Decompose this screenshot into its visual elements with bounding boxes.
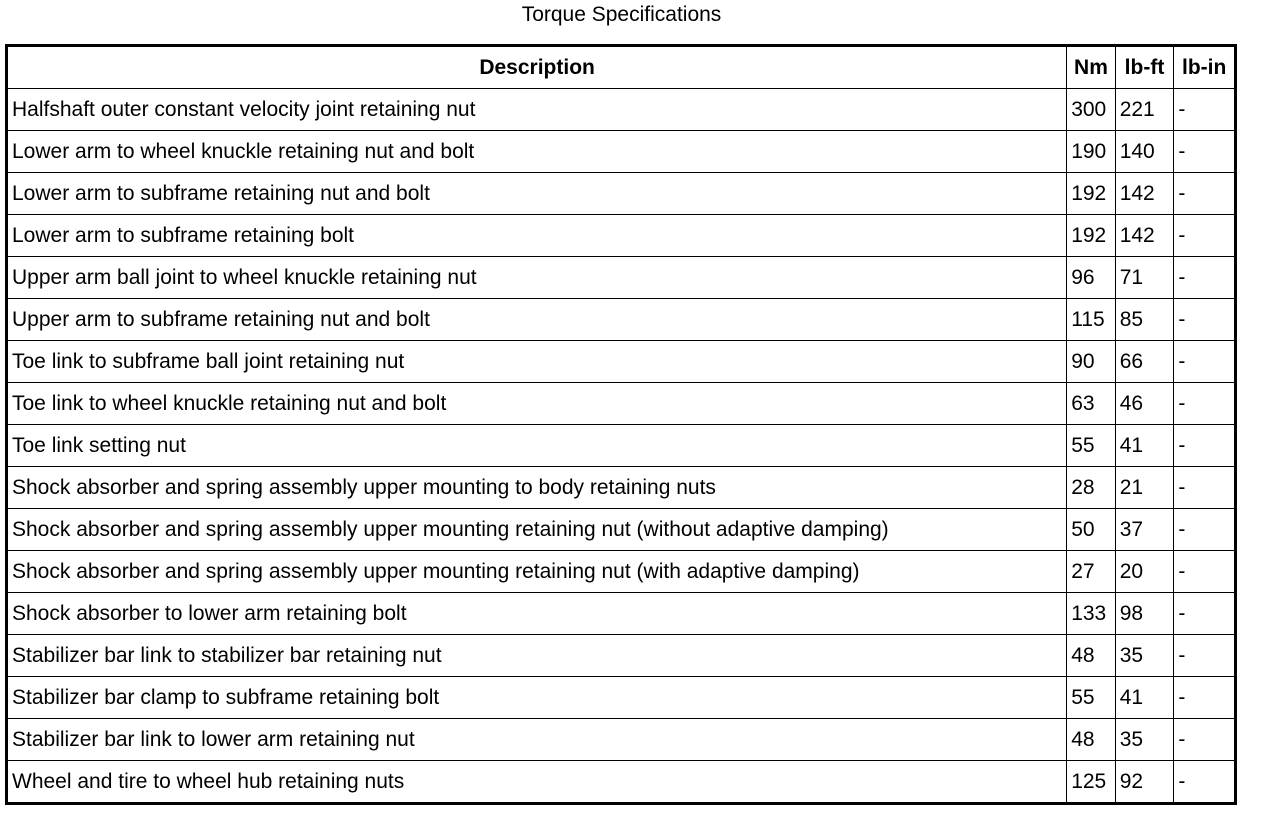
cell-description: Stabilizer bar link to lower arm retaining nut — [7, 719, 1067, 761]
cell-nm: 48 — [1067, 719, 1116, 761]
cell-lbft: 221 — [1115, 89, 1174, 131]
header-description: Description — [7, 46, 1067, 89]
cell-lbin: - — [1174, 425, 1236, 467]
cell-lbft: 41 — [1115, 677, 1174, 719]
page-title: Torque Specifications — [521, 3, 722, 26]
table-row — [7, 635, 1236, 677]
cell-lbin: - — [1174, 551, 1236, 593]
table-row — [7, 341, 1236, 383]
cell-nm: 55 — [1067, 677, 1116, 719]
table-row — [7, 467, 1236, 509]
cell-nm: 133 — [1067, 593, 1116, 635]
cell-description: Shock absorber to lower arm retaining bolt — [7, 593, 1067, 635]
cell-lbin: - — [1174, 509, 1236, 551]
cell-lbft: 20 — [1115, 551, 1174, 593]
table-row — [7, 89, 1236, 131]
cell-description: Lower arm to wheel knuckle retaining nut and bolt — [7, 131, 1067, 173]
cell-nm: 63 — [1067, 383, 1116, 425]
cell-lbft: 41 — [1115, 425, 1174, 467]
cell-lbin: - — [1174, 677, 1236, 719]
table-row — [7, 257, 1236, 299]
table-row — [7, 677, 1236, 719]
cell-nm: 27 — [1067, 551, 1116, 593]
table-row — [7, 299, 1236, 341]
cell-lbin: - — [1174, 131, 1236, 173]
cell-nm: 55 — [1067, 425, 1116, 467]
cell-lbin: - — [1174, 89, 1236, 131]
cell-lbin: - — [1174, 761, 1236, 804]
cell-lbft: 35 — [1115, 719, 1174, 761]
table-row — [7, 173, 1236, 215]
cell-lbft: 37 — [1115, 509, 1174, 551]
cell-nm: 190 — [1067, 131, 1116, 173]
cell-description: Toe link to wheel knuckle retaining nut and bolt — [7, 383, 1067, 425]
cell-lbft: 35 — [1115, 635, 1174, 677]
cell-lbin: - — [1174, 215, 1236, 257]
cell-lbft: 142 — [1115, 173, 1174, 215]
cell-lbft: 140 — [1115, 131, 1174, 173]
table-row — [7, 551, 1236, 593]
cell-nm: 50 — [1067, 509, 1116, 551]
table-row — [7, 215, 1236, 257]
table-body — [7, 89, 1236, 804]
cell-nm: 125 — [1067, 761, 1116, 804]
cell-description: Stabilizer bar clamp to subframe retaining bolt — [7, 677, 1067, 719]
cell-nm: 48 — [1067, 635, 1116, 677]
cell-lbft: 46 — [1115, 383, 1174, 425]
cell-description: Shock absorber and spring assembly upper mounting to body retaining nuts — [7, 467, 1067, 509]
cell-description: Toe link setting nut — [7, 425, 1067, 467]
cell-lbin: - — [1174, 299, 1236, 341]
cell-lbin: - — [1174, 719, 1236, 761]
header-lbin: lb-in — [1174, 46, 1236, 89]
header-nm: Nm — [1067, 46, 1116, 89]
cell-nm: 300 — [1067, 89, 1116, 131]
cell-nm: 96 — [1067, 257, 1116, 299]
table-row — [7, 593, 1236, 635]
cell-description: Lower arm to subframe retaining bolt — [7, 215, 1067, 257]
cell-lbft: 71 — [1115, 257, 1174, 299]
cell-description: Lower arm to subframe retaining nut and bolt — [7, 173, 1067, 215]
cell-description: Toe link to subframe ball joint retaining nut — [7, 341, 1067, 383]
cell-lbft: 85 — [1115, 299, 1174, 341]
cell-lbin: - — [1174, 257, 1236, 299]
table-row — [7, 425, 1236, 467]
cell-description: Upper arm ball joint to wheel knuckle retaining nut — [7, 257, 1067, 299]
cell-lbin: - — [1174, 467, 1236, 509]
table-row — [7, 383, 1236, 425]
table-row — [7, 761, 1236, 804]
cell-nm: 90 — [1067, 341, 1116, 383]
table-header-row — [7, 46, 1236, 89]
cell-description: Wheel and tire to wheel hub retaining nuts — [7, 761, 1067, 804]
cell-description: Shock absorber and spring assembly upper mounting retaining nut (with adaptive damping) — [7, 551, 1067, 593]
cell-lbin: - — [1174, 341, 1236, 383]
cell-lbft: 21 — [1115, 467, 1174, 509]
cell-description: Halfshaft outer constant velocity joint retaining nut — [7, 89, 1067, 131]
cell-lbft: 66 — [1115, 341, 1174, 383]
cell-nm: 192 — [1067, 173, 1116, 215]
cell-description: Shock absorber and spring assembly upper mounting retaining nut (without adaptive damping) — [7, 509, 1067, 551]
cell-nm: 28 — [1067, 467, 1116, 509]
cell-description: Stabilizer bar link to stabilizer bar retaining nut — [7, 635, 1067, 677]
cell-lbin: - — [1174, 383, 1236, 425]
cell-lbft: 142 — [1115, 215, 1174, 257]
cell-lbft: 98 — [1115, 593, 1174, 635]
cell-description: Upper arm to subframe retaining nut and bolt — [7, 299, 1067, 341]
cell-nm: 192 — [1067, 215, 1116, 257]
table-row — [7, 509, 1236, 551]
table-row — [7, 719, 1236, 761]
table-row — [7, 131, 1236, 173]
cell-lbin: - — [1174, 635, 1236, 677]
cell-lbin: - — [1174, 593, 1236, 635]
cell-nm: 115 — [1067, 299, 1116, 341]
torque-spec-table — [5, 44, 1237, 805]
cell-lbft: 92 — [1115, 761, 1174, 804]
header-lbft: lb-ft — [1115, 46, 1174, 89]
cell-lbin: - — [1174, 173, 1236, 215]
